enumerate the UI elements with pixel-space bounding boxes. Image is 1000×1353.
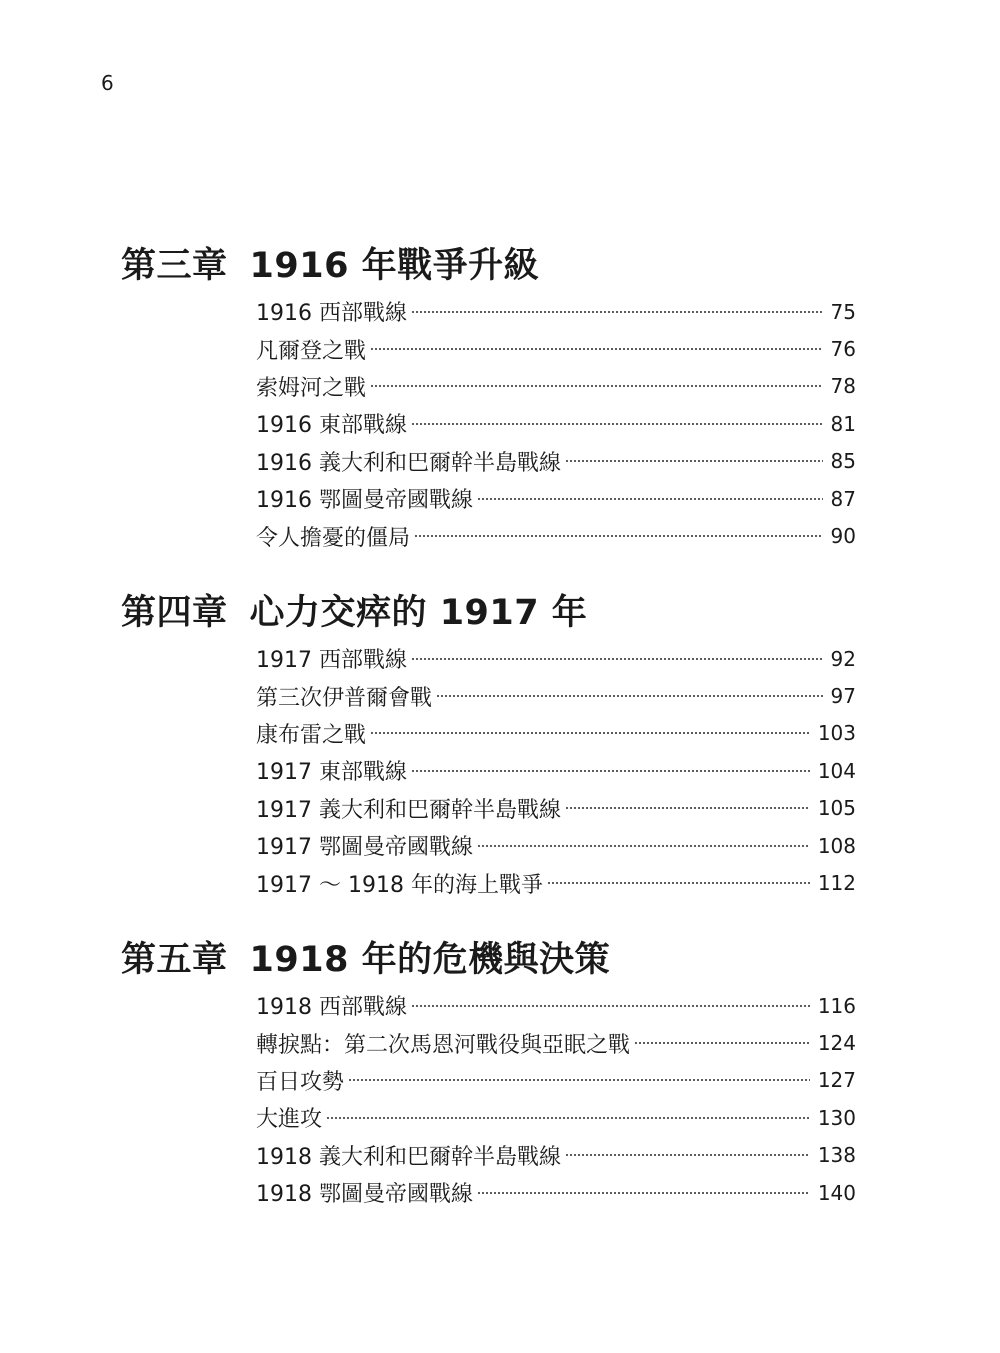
toc-entry-page: 85 xyxy=(830,449,856,474)
toc-entry[interactable] xyxy=(256,293,856,330)
toc-entry[interactable] xyxy=(256,864,856,901)
dot-leader xyxy=(411,658,823,660)
dot-leader xyxy=(326,1117,810,1119)
chapter-label: 第三章 xyxy=(121,246,228,286)
chapter-title: 心力交瘁的 1917 年 xyxy=(249,593,588,633)
chapter-title: 1918 年的危機與決策 xyxy=(249,940,611,980)
toc-entry[interactable] xyxy=(256,443,856,480)
dot-leader xyxy=(565,460,823,462)
chapter-title: 1916 年戰爭升級 xyxy=(249,246,540,286)
toc-entry-page: 127 xyxy=(817,1068,856,1093)
toc-entry[interactable] xyxy=(256,827,856,864)
toc-entries xyxy=(256,987,856,1211)
chapter-heading xyxy=(121,937,610,983)
dot-leader xyxy=(411,311,823,313)
toc-entry-page: 116 xyxy=(817,993,856,1018)
toc-entry[interactable] xyxy=(256,330,856,367)
toc-entry[interactable] xyxy=(256,1174,856,1211)
toc-entry-title: 轉捩點：第二次馬恩河戰役與亞眠之戰 xyxy=(256,1032,631,1058)
toc-entry-page: 92 xyxy=(830,646,856,671)
toc-entry-page: 97 xyxy=(830,684,856,709)
toc-entry-title: 1918 鄂圖曼帝國戰線 xyxy=(256,1182,473,1208)
toc-entry-page: 138 xyxy=(817,1143,856,1168)
toc-entry-title: 1916 義大利和巴爾幹半島戰線 xyxy=(256,450,561,476)
toc-entry-title: 百日攻勢 xyxy=(256,1069,345,1095)
toc-entry[interactable] xyxy=(256,368,856,405)
toc-entry-page: 90 xyxy=(830,524,856,549)
toc-entry[interactable] xyxy=(256,987,856,1024)
toc-entry[interactable] xyxy=(256,1099,856,1136)
toc-entry-title: 1917 東部戰線 xyxy=(256,760,407,786)
chapter-label: 第四章 xyxy=(121,593,228,633)
toc-entry-title: 1917 義大利和巴爾幹半島戰線 xyxy=(256,797,561,823)
toc-entry-page: 81 xyxy=(830,411,856,436)
toc-entry[interactable] xyxy=(256,405,856,442)
toc-entry-page: 140 xyxy=(817,1180,856,1205)
toc-entry-title: 大進攻 xyxy=(256,1107,323,1133)
dot-leader xyxy=(411,1005,810,1007)
toc-entry[interactable] xyxy=(256,677,856,714)
page-number: 6 xyxy=(101,71,114,95)
dot-leader xyxy=(414,535,823,537)
toc-entry-title: 凡爾登之戰 xyxy=(256,338,367,364)
dot-leader xyxy=(547,882,810,884)
dot-leader xyxy=(370,732,810,734)
toc-entry[interactable] xyxy=(256,715,856,752)
toc-entry-page: 103 xyxy=(817,721,856,746)
toc-entry-title: 1916 東部戰線 xyxy=(256,413,407,439)
toc-entry-title: 索姆河之戰 xyxy=(256,375,367,401)
chapter-heading xyxy=(121,590,587,636)
toc-entry-page: 75 xyxy=(830,299,856,324)
toc-entry-page: 78 xyxy=(830,374,856,399)
toc-entry-page: 87 xyxy=(830,486,856,511)
toc-entry-title: 1918 義大利和巴爾幹半島戰線 xyxy=(256,1144,561,1170)
toc-entry[interactable] xyxy=(256,752,856,789)
toc-entry-title: 康布雷之戰 xyxy=(256,722,367,748)
toc-entry-page: 76 xyxy=(830,337,856,362)
dot-leader xyxy=(411,423,823,425)
dot-leader xyxy=(370,385,823,387)
toc-entry-title: 第三次伊普爾會戰 xyxy=(256,685,433,711)
toc-entry[interactable] xyxy=(256,790,856,827)
toc-entry[interactable] xyxy=(256,480,856,517)
toc-entry[interactable] xyxy=(256,640,856,677)
toc-entry-page: 112 xyxy=(817,871,856,896)
dot-leader xyxy=(565,1154,810,1156)
toc-entry-page: 108 xyxy=(817,833,856,858)
toc-entry-title: 令人擔憂的僵局 xyxy=(256,525,411,551)
dot-leader xyxy=(477,1192,810,1194)
dot-leader xyxy=(565,807,810,809)
toc-entry-title: 1916 西部戰線 xyxy=(256,301,407,327)
toc-entry[interactable] xyxy=(256,1024,856,1061)
dot-leader xyxy=(436,695,823,697)
toc-entry[interactable] xyxy=(256,1137,856,1174)
toc-entry-title: 1917 ～ 1918 年的海上戰爭 xyxy=(256,872,543,898)
toc-entry-page: 130 xyxy=(817,1105,856,1130)
chapter-heading xyxy=(121,243,539,289)
toc-entry-page: 124 xyxy=(817,1031,856,1056)
toc-entries xyxy=(256,640,856,902)
toc-entry-title: 1918 西部戰線 xyxy=(256,995,407,1021)
toc-entry[interactable] xyxy=(256,517,856,554)
toc-entry-page: 104 xyxy=(817,758,856,783)
toc-entries xyxy=(256,293,856,555)
dot-leader xyxy=(348,1079,810,1081)
toc-entry[interactable] xyxy=(256,1062,856,1099)
dot-leader xyxy=(477,845,810,847)
toc-entry-title: 1917 鄂圖曼帝國戰線 xyxy=(256,835,473,861)
chapter-label: 第五章 xyxy=(121,940,228,980)
dot-leader xyxy=(370,348,823,350)
dot-leader xyxy=(411,770,810,772)
toc-entry-title: 1916 鄂圖曼帝國戰線 xyxy=(256,488,473,514)
toc-entry-page: 105 xyxy=(817,796,856,821)
dot-leader xyxy=(477,498,823,500)
toc-entry-title: 1917 西部戰線 xyxy=(256,648,407,674)
dot-leader xyxy=(634,1042,810,1044)
